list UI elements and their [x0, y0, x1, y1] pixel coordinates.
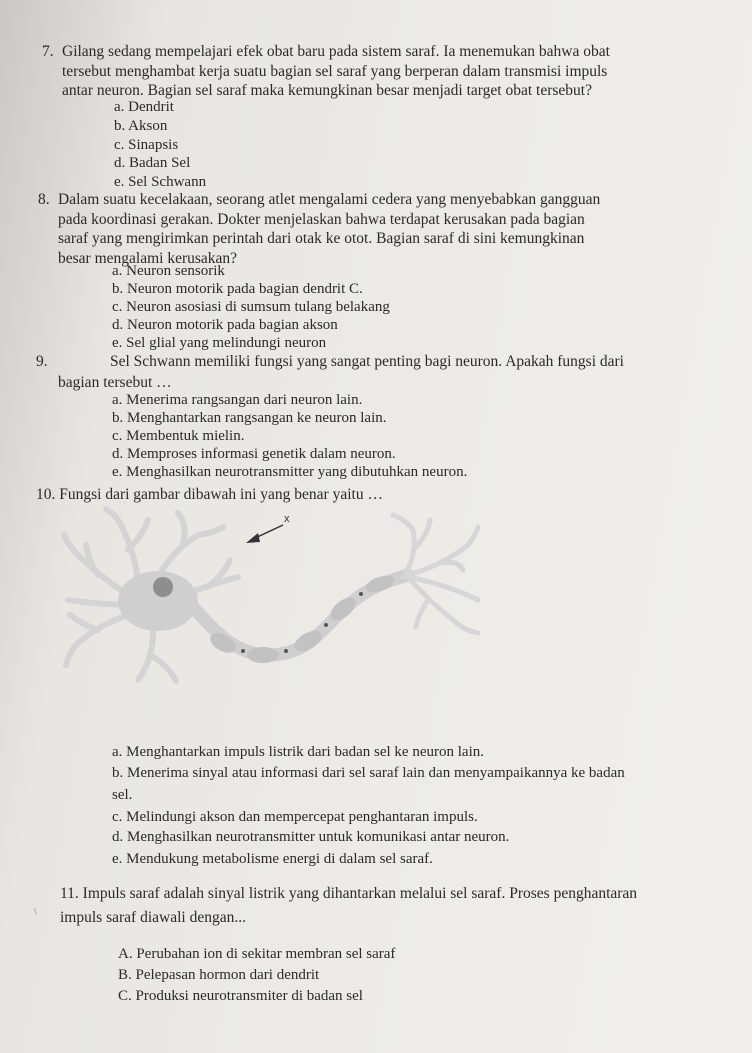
myelin-sheath	[207, 573, 397, 663]
q7-number: 7.	[42, 43, 54, 60]
q9-number: 9.	[36, 353, 48, 370]
q10-option-c: c. Melindungi akson dan mempercepat penghantaran impuls.	[112, 809, 478, 825]
q9-option-d: d. Memproses informasi genetik dalam neuron.	[112, 446, 396, 462]
q11-option-c: C. Produksi neurotransmiter di badan sel	[118, 988, 363, 1004]
q8-option-a: a. Neuron sensorik	[112, 263, 225, 279]
q7-option-b: b. Akson	[114, 118, 168, 134]
q9-option-b: b. Menghantarkan rangsangan ke neuron lain.	[112, 410, 387, 426]
q7-option-d: d. Badan Sel	[114, 155, 191, 171]
q10-stem: 10. Fungsi dari gambar dibawah ini yang benar yaitu …	[36, 486, 383, 503]
q11-option-a: A. Perubahan ion di sekitar membran sel saraf	[118, 946, 396, 962]
q8-option-e: e. Sel glial yang melindungi neuron	[112, 335, 327, 351]
q8-number: 8.	[38, 191, 50, 208]
neuron-diagram	[58, 505, 488, 690]
q8-option-d: d. Neuron motorik pada bagian akson	[112, 317, 338, 333]
q9-option-e: e. Menghasilkan neurotransmitter yang dibutuhkan neuron.	[112, 464, 468, 480]
pointer-arrowhead-icon	[246, 533, 260, 543]
q9-option-a: a. Menerima rangsangan dari neuron lain.	[112, 392, 363, 408]
q8-stem	[58, 190, 684, 268]
q9-stem-line-1: Sel Schwann memiliki fungsi yang sangat penting bagi neuron. Apakah fungsi dari	[110, 353, 624, 370]
q8-line: saraf yang mengirimkan perintah dari otak ke otot. Bagian saraf di sini kemungkinan	[58, 230, 585, 247]
q8-option-b: b. Neuron motorik pada bagian dendrit C.	[112, 281, 363, 297]
label-x: x	[284, 513, 290, 525]
q11-stem	[60, 884, 720, 927]
q9-stem-line-2: bagian tersebut …	[58, 374, 172, 391]
q11-option-b: B. Pelepasan hormon dari dendrit	[118, 967, 320, 983]
margin-mark: \	[34, 907, 37, 918]
q8-line: pada koordinasi gerakan. Dokter menjelaskan bahwa terdapat kerusakan pada bagian	[58, 210, 585, 228]
axon-terminals	[393, 515, 478, 633]
q10-option-b-continued: sel.	[112, 787, 133, 803]
q8-line: besar mengalami kerusakan?	[58, 249, 238, 267]
q9-option-c: c. Membentuk mielin.	[112, 428, 245, 444]
q10-option-d: d. Menghasilkan neurotransmitter untuk komunikasi antar neuron.	[112, 829, 510, 845]
q7-stem	[62, 42, 682, 101]
q8-option-c: c. Neuron asosiasi di sumsum tulang belakang	[112, 299, 390, 315]
q10-option-e: e. Mendukung metabolisme energi di dalam sel saraf.	[112, 851, 433, 867]
q7-line: antar neuron. Bagian sel saraf maka kemungkinan besar menjadi target obat tersebut?	[62, 82, 592, 99]
q7-line: tersebut menghambat kerja suatu bagian sel saraf yang berperan dalam transmisi impuls	[62, 62, 608, 80]
q11-line: impuls saraf diawali dengan...	[60, 908, 246, 926]
q10-option-a: a. Menghantarkan impuls listrik dari badan sel ke neuron lain.	[112, 744, 484, 760]
q8-line: Dalam suatu kecelakaan, seorang atlet mengalami cedera yang menyebabkan gangguan	[58, 191, 601, 208]
q7-line: Gilang sedang mempelajari efek obat baru pada sistem saraf. Ia menemukan bahwa obat	[62, 43, 610, 60]
q11-line: 11. Impuls saraf adalah sinyal listrik yang dihantarkan melalui sel saraf. Proses penghantaran	[60, 885, 638, 902]
q7-option-e: e. Sel Schwann	[114, 174, 207, 190]
q10-option-b: b. Menerima sinyal atau informasi dari sel saraf lain dan menyampaikannya ke badan	[112, 765, 625, 781]
nucleus	[153, 577, 173, 597]
q7-option-c: c. Sinapsis	[114, 137, 179, 153]
q7-option-a: a. Dendrit	[114, 99, 174, 115]
